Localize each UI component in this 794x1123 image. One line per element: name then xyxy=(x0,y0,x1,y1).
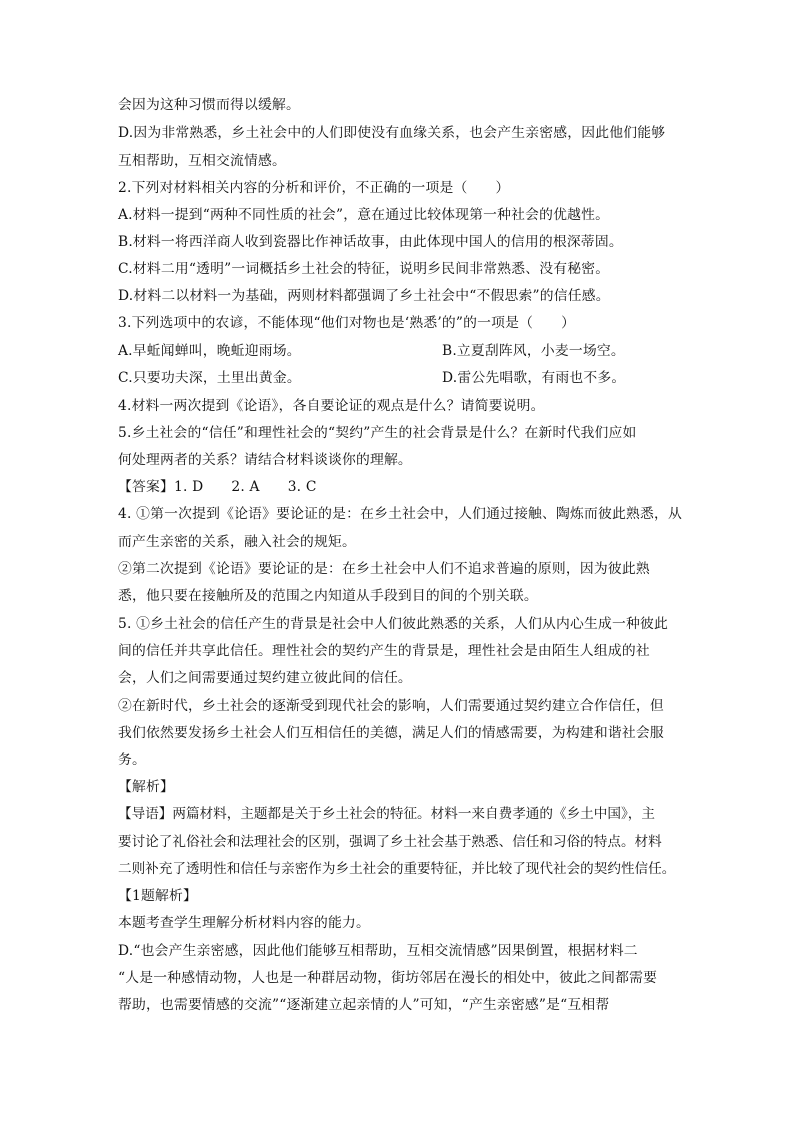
option-row xyxy=(118,341,688,361)
option-a: A.早蚯闻蝉叫，晚蚯迎雨场。 xyxy=(118,343,301,359)
analysis-heading: 【解析】 xyxy=(118,779,174,795)
analysis-line: D.“也会产生亲密感，因此他们能够互相帮助，互相交流情感”因果倒置，根据材料二 xyxy=(118,943,638,959)
option-line: A.材料一提到“两种不同性质的社会”，意在通过比较体现第一种社会的优越性。 xyxy=(118,207,610,223)
option-c: C.只要功夫深，土里出黄金。 xyxy=(118,370,301,386)
text-line: 何处理两者的关系？请结合材料谈谈你的理解。 xyxy=(118,452,412,468)
option-line: B.材料一将西洋商人收到瓷器比作神话故事，由此体现中国人的信用的根深蒂固。 xyxy=(118,234,623,250)
analysis-line: 【导语】两篇材料，主题都是关于乡土社会的特征。材料一来自费孝通的《乡土中国》，主 xyxy=(118,806,655,822)
answer-line: 悉，他只要在接触所及的范围之内知道从手段到目的间的个别关联。 xyxy=(118,588,538,604)
analysis-line: 二则补充了透明性和信任与亲密作为乡土社会的重要特征，并比较了现代社会的契约性信任。 xyxy=(118,861,676,877)
question-5: 5.乡土社会的“信任”和理性社会的“契约”产生的社会背景是什么？在新时代我们应如 xyxy=(118,425,637,441)
analysis-line: 要讨论了礼俗社会和法理社会的区别，强调了乡土社会基于熟悉、信任和习俗的特点。材料 xyxy=(118,834,662,850)
answer-line: 而产生亲密的关系，融入社会的规矩。 xyxy=(118,534,356,550)
text-line: 互相帮助，互相交流情感。 xyxy=(118,153,286,169)
option-d: D.雷公先唱歌，有雨也不多。 xyxy=(442,370,626,386)
question-3: 3.下列选项中的农谚，不能体现“他们对物也是‘熟悉’的”的一项是（ ） xyxy=(118,315,576,331)
analysis-line: 本题考查学生理解分析材料内容的能力。 xyxy=(118,915,370,931)
answer-line: 间的信任并共享此信任。理性社会的契约产生的背景是，理性社会是由陌生人组成的社 xyxy=(118,643,650,659)
text-line: 会因为这种习惯而得以缓解。 xyxy=(118,97,300,113)
answer-line: 会，人们之间需要通过契约建立彼此间的信任。 xyxy=(118,670,412,686)
analysis-line: “人是一种感情动物，人也是一种群居动物，街坊邻居在漫长的相处中，彼此之间都需要 xyxy=(118,970,658,986)
analysis-line: 帮助，也需要情感的交流”“逐渐建立起亲情的人”可知，“产生亲密感”是“互相帮 xyxy=(118,997,610,1013)
question-2: 2.下列对材料相关内容的分析和评价，不正确的一项是（ ） xyxy=(118,180,510,196)
answer-line: ②在新时代，乡土社会的逐渐受到现代社会的影响，人们需要通过契约建立合作信任，但 xyxy=(118,698,664,714)
option-row xyxy=(118,368,688,388)
question-4: 4.材料一两次提到《论语》，各自要论证的观点是什么？请简要说明。 xyxy=(118,398,545,414)
answer-line: 务。 xyxy=(118,752,146,768)
analysis-subheading: 【1题解析】 xyxy=(118,888,197,904)
option-b: B.立夏刮阵风，小麦一场空。 xyxy=(442,343,625,359)
answer-line: ②第二次提到《论语》要论证的是：在乡土社会中人们不追求普遍的原则，因为彼此熟 xyxy=(118,561,650,577)
answer-heading: 【答案】1. D 2. A 3. C xyxy=(118,479,317,495)
option-line: D.材料二以材料一为基础，两则材料都强调了乡土社会中“不假思索”的信任感。 xyxy=(118,288,610,304)
answer-line: 5. ①乡土社会的信任产生的背景是社会中人们彼此熟悉的关系，人们从内心生成一种彼此 xyxy=(118,616,669,632)
text-line: D.因为非常熟悉，乡土社会中的人们即使没有血缘关系，也会产生亲密感，因此他们能够 xyxy=(118,125,666,141)
answer-line: 4. ①第一次提到《论语》要论证的是：在乡土社会中，人们通过接触、陶炼而彼此熟悉，从 xyxy=(118,506,683,522)
option-line: C.材料二用“透明”一词概括乡土社会的特征，说明乡民间非常熟悉、没有秘密。 xyxy=(118,261,610,277)
answer-line: 我们依然要发扬乡土社会人们互相信任的美德，满足人们的情感需要，为构建和谐社会服 xyxy=(118,725,664,741)
